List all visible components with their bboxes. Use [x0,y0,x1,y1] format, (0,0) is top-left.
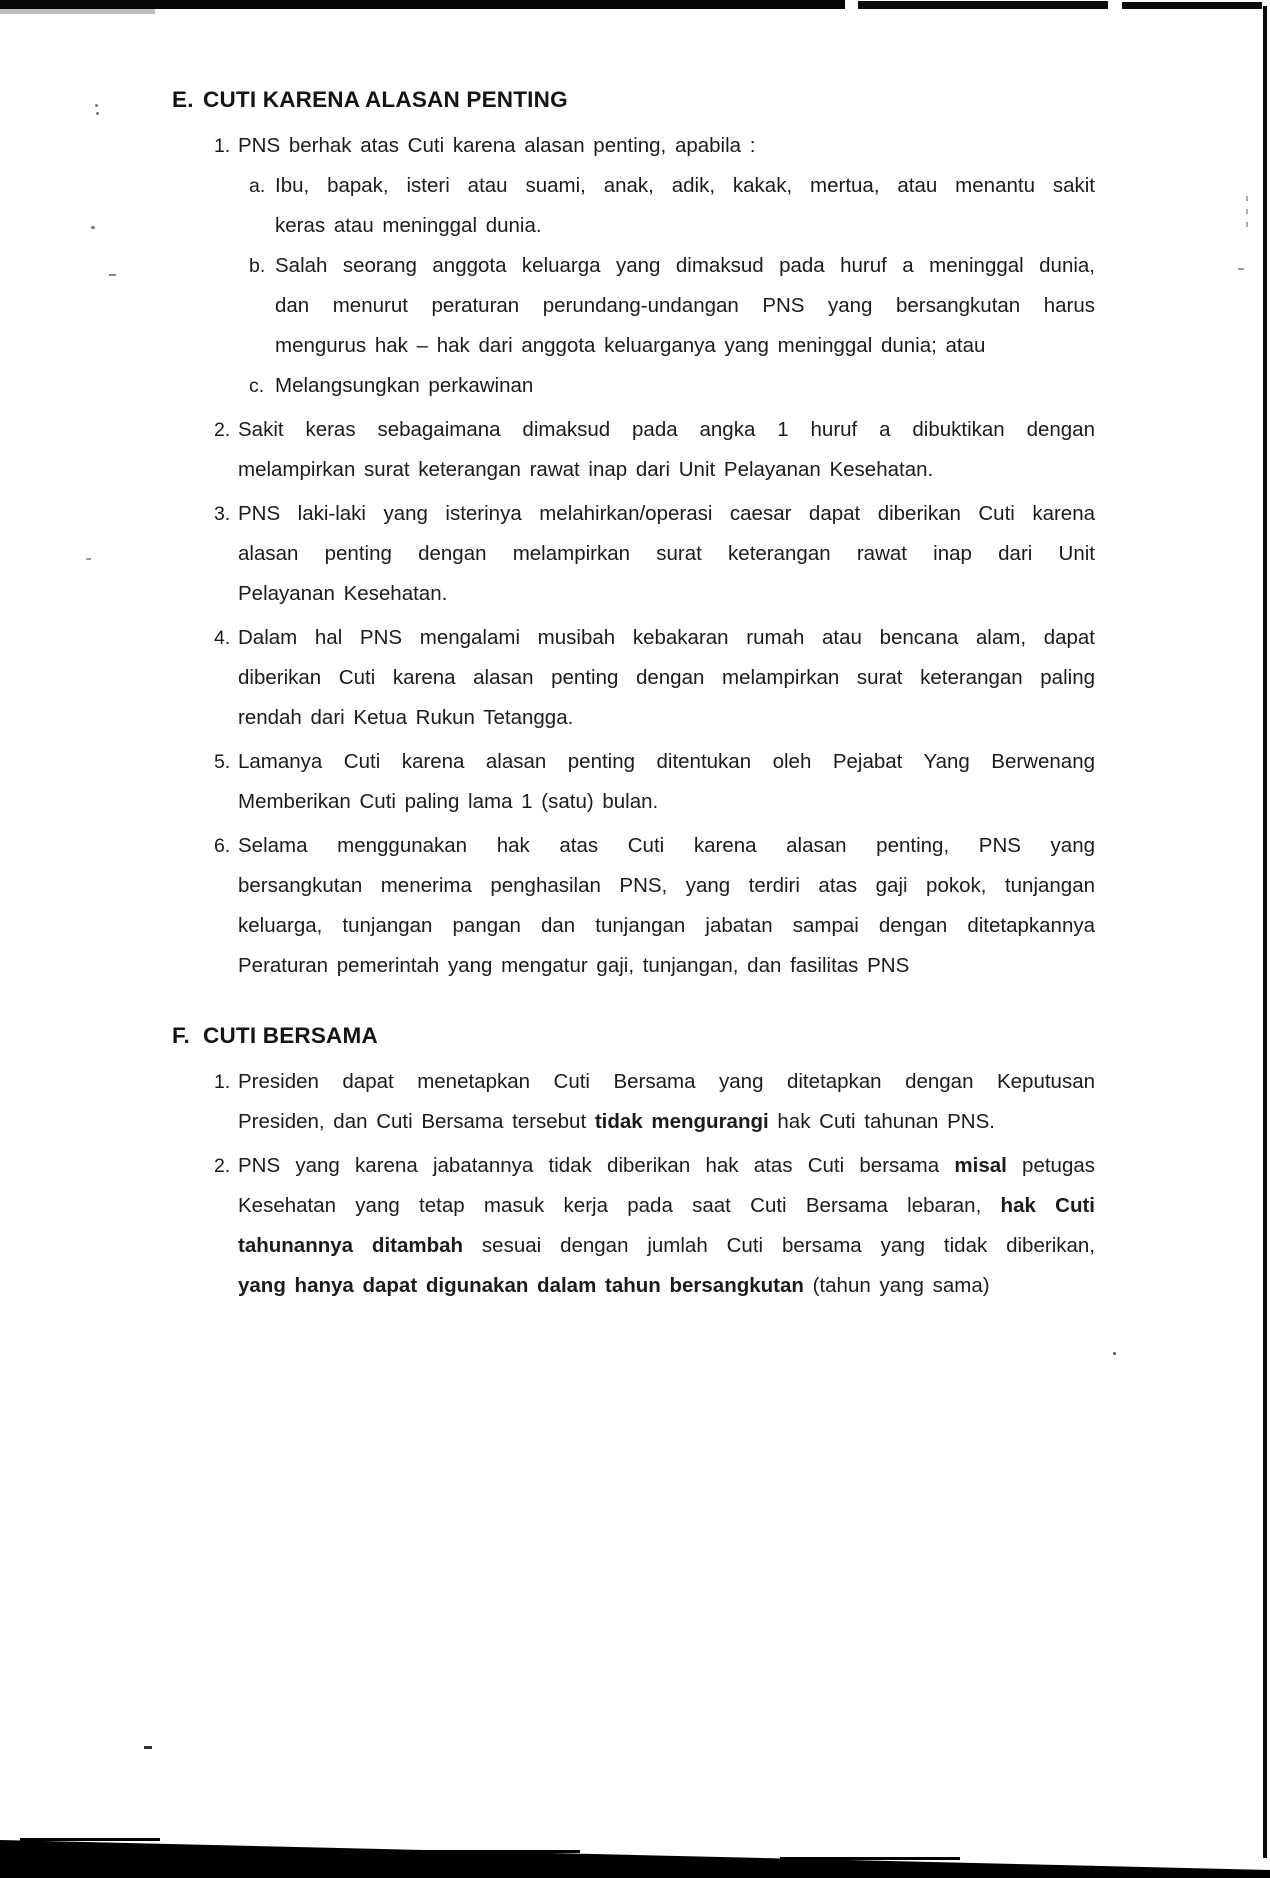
sub-item-letter: b. [249,255,266,277]
scan-noise-dash [20,1838,160,1841]
text-line: diberikan Cuti karena alasan penting dengan melampirkan surat keterangan paling [238,666,1095,689]
item-number: 5. [214,751,231,773]
text-line: rendah dari Ketua Rukun Tetangga. [238,706,574,729]
text-line: Memberikan Cuti paling lama 1 (satu) bulan. [238,790,659,813]
bold-text: yang hanya dapat digunakan dalam tahun bersangkutan [238,1274,804,1297]
section-label: E. [172,87,194,112]
text-line: Kesehatan yang tetap masuk kerja pada saat Cuti Bersama lebaran, hak Cuti [238,1194,1095,1217]
scan-top-edge-line [1122,2,1262,9]
text-line: mengurus hak – hak dari anggota keluarganya yang meninggal dunia; atau [275,334,986,357]
text-line: Melangsungkan perkawinan [275,374,534,397]
sub-item-text [275,246,1095,366]
section-items [0,126,1270,986]
scan-noise-speck [109,274,116,276]
section-title: CUTI KARENA ALASAN PENTING [203,87,568,112]
text-line: bersangkutan menerima penghasilan PNS, yang terdiri atas gaji pokok, tunjangan [238,874,1095,897]
bold-text: hak Cuti [1000,1194,1095,1217]
section-heading [172,1022,1270,1049]
section-heading [172,86,1270,113]
list-item [0,126,1270,406]
scan-noise-dash [780,1857,960,1860]
bold-text: misal [954,1154,1007,1177]
text-line: PNS laki-laki yang isterinya melahirkan/operasi caesar dapat diberikan Cuti karena [238,502,1095,525]
scan-noise-speck [96,112,99,115]
text-line: Peraturan pemerintah yang mengatur gaji, tunjangan, dan fasilitas PNS [238,954,910,977]
item-number: 4. [214,627,231,649]
scan-bottom-black-band [0,1836,1270,1878]
section-e [0,86,1270,986]
scan-noise-speck [86,558,91,560]
scan-noise-speck [1238,268,1244,270]
text-line: Lamanya Cuti karena alasan penting ditentukan oleh Pejabat Yang Berwenang [238,750,1095,773]
text-line: Presiden, dan Cuti Bersama tersebut tidak mengurangi hak Cuti tahunan PNS. [238,1110,995,1133]
item-text [238,410,1095,490]
section-f [0,1022,1270,1306]
text-line: Selama menggunakan hak atas Cuti karena alasan penting, PNS yang [238,834,1095,857]
item-number: 2. [214,419,231,441]
text-line: dan menurut peraturan perundang-undangan PNS yang bersangkutan harus [275,294,1095,317]
sub-item-letter: a. [249,175,266,197]
list-item [0,1146,1270,1306]
item-text [238,618,1095,738]
scan-noise-speck [91,226,95,229]
text-line: PNS yang karena jabatannya tidak diberikan hak atas Cuti bersama misal petugas [238,1154,1095,1177]
item-text [238,1062,1095,1142]
text-line: keras atau meninggal dunia. [275,214,542,237]
scan-smudge [0,9,155,14]
scan-noise-speck [95,104,98,107]
scan-right-edge-line [1263,6,1267,1858]
item-number: 3. [214,503,231,525]
scan-noise-speck [1246,209,1248,214]
item-text [238,742,1095,822]
section-items [0,1062,1270,1306]
item-text [238,494,1095,614]
scan-noise-dash [380,1850,580,1853]
list-item [0,826,1270,986]
item-number: 1. [214,1071,231,1093]
scan-noise-speck [1246,222,1248,227]
item-text [238,126,1095,406]
sub-list-item [249,166,1095,246]
sub-list-item [249,366,1095,406]
text-line: Pelayanan Kesehatan. [238,582,448,605]
list-item [0,742,1270,822]
list-item [0,618,1270,738]
item-text [238,1146,1095,1306]
item-number: 2. [214,1155,231,1177]
list-item [0,410,1270,490]
text-line: melampirkan surat keterangan rawat inap dari Unit Pelayanan Kesehatan. [238,458,934,481]
section-title: CUTI BERSAMA [203,1023,378,1048]
scan-top-edge-line [0,0,845,9]
text-line: Presiden dapat menetapkan Cuti Bersama yang ditetapkan dengan Keputusan [238,1070,1095,1093]
list-item [0,1062,1270,1142]
text-line: Dalam hal PNS mengalami musibah kebakaran rumah atau bencana alam, dapat [238,626,1095,649]
list-item [0,494,1270,614]
sub-list-item [249,246,1095,366]
scan-noise-speck [1246,196,1248,201]
text-line: Ibu, bapak, isteri atau suami, anak, adik, kakak, mertua, atau menantu sakit [275,174,1095,197]
scan-top-edge-line [858,1,1108,9]
sub-item-text [275,166,1095,246]
text-line: alasan penting dengan melampirkan surat keterangan rawat inap dari Unit [238,542,1095,565]
text-line: Salah seorang anggota keluarga yang dimaksud pada huruf a meninggal dunia, [275,254,1095,277]
bold-text: tidak mengurangi [594,1110,769,1133]
text-line: yang hanya dapat digunakan dalam tahun bersangkutan (tahun yang sama) [238,1274,990,1297]
scan-noise-speck [144,1746,152,1749]
item-text [238,826,1095,986]
text-line: Sakit keras sebagaimana dimaksud pada angka 1 huruf a dibuktikan dengan [238,418,1095,441]
scan-noise-speck [1113,1352,1116,1355]
bold-text: tahunannya ditambah [238,1234,464,1257]
sub-item-letter: c. [249,375,265,397]
item-number: 6. [214,835,231,857]
section-label: F. [172,1023,190,1048]
text-line: PNS berhak atas Cuti karena alasan penting, apabila : [238,134,756,157]
item-number: 1. [214,135,231,157]
sub-item-text [275,366,1095,406]
text-line: tahunannya ditambah sesuai dengan jumlah Cuti bersama yang tidak diberikan, [238,1234,1095,1257]
text-line: keluarga, tunjangan pangan dan tunjangan jabatan sampai dengan ditetapkannya [238,914,1095,937]
